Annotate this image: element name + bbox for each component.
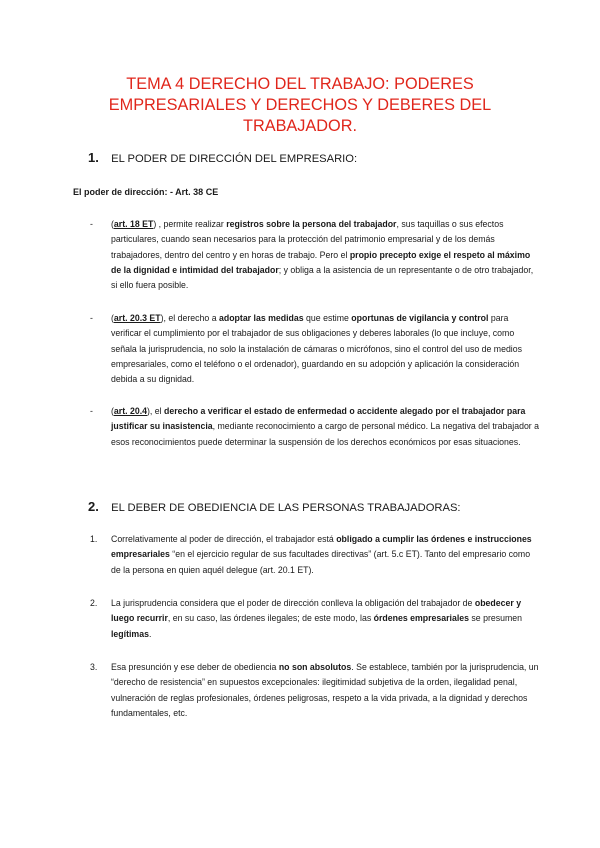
text-run: Correlativamente al poder de dirección, el trabajador está xyxy=(111,534,337,544)
bullet-item xyxy=(90,311,540,387)
text-run: art. 20.3 ET xyxy=(113,313,161,323)
text-run: , mediante reconocimiento a cargo de personal médico. La negativa del trabajador a esos reconocimientos puede determinar la suspensión de los derechos económicos por esas situaciones. xyxy=(111,421,540,447)
numbered-item xyxy=(90,596,540,642)
bullet-text xyxy=(111,404,540,450)
text-run: que estime xyxy=(303,313,352,323)
text-run: “en el ejercicio regular de sus facultades directivas” (art. 5.c ET). Tanto del empresario como de la persona en quien aquél delegue (art. 20.1 ET). xyxy=(111,549,531,575)
section-1-number: 1. xyxy=(88,150,99,165)
text-run: legítimas xyxy=(111,628,149,639)
document-title: TEMA 4 DERECHO DEL TRABAJO: PODERES EMPRESARIALES Y DERECHOS Y DEBERES DEL TRABAJADOR. xyxy=(108,75,492,135)
text-run: registros sobre la persona del trabajador xyxy=(226,219,397,229)
text-run: ), el xyxy=(147,406,165,416)
bullet-marker: - xyxy=(90,406,93,416)
text-run: art. 18 ET xyxy=(113,219,154,229)
text-run: adoptar las medidas xyxy=(219,313,304,323)
text-run: ), el derecho a xyxy=(160,313,219,323)
text-run: La jurisprudencia considera que el poder de dirección conlleva la obligación del trabajador de xyxy=(111,598,475,608)
item-text xyxy=(111,660,540,721)
bullet-marker: - xyxy=(90,219,93,229)
bullet-text xyxy=(111,217,540,293)
item-number: 3. xyxy=(90,662,98,672)
text-run: oportunas de vigilancia y control xyxy=(351,313,489,323)
text-run: para verificar el cumplimiento por el trabajador de sus obligaciones y deberes laborales (lo que incluye, como señala la jurisprudencia, no solo la instalación de cámaras o micrófonos, sino el control del uso de medios empresariales, como el teléfono o el ordenador), guardando en su adopción y aplicación la consideración debida a su dignidad. xyxy=(111,313,522,385)
section-2-heading xyxy=(88,500,461,515)
bullet-item xyxy=(90,404,540,450)
section-2-title: EL DEBER DE OBEDIENCIA DE LAS PERSONAS TRABAJADORAS: xyxy=(111,502,461,514)
text-run: . xyxy=(148,628,152,639)
text-run: . Se establece, también por la jurisprudencia, un “derecho de resistencia” en supuestos excepcionales: ilegitimidad subjetiva de la orden, ilegalidad penal, vulneración de reglas profesionales, órdenes peligrosas, respeto a la vida privada, a la dignidad y derechos fundamentales, etc. xyxy=(111,662,539,718)
item-text xyxy=(111,596,540,642)
bullet-text xyxy=(111,311,540,387)
text-run: ( xyxy=(111,406,114,416)
item-number: 2. xyxy=(90,598,98,608)
numbered-item xyxy=(90,532,540,578)
bullet-item xyxy=(90,217,540,293)
section-1-title: EL PODER DE DIRECCIÓN DEL EMPRESARIO: xyxy=(111,153,358,165)
text-run: Esa presunción y ese deber de obediencia xyxy=(111,662,279,672)
text-run: ( xyxy=(111,219,114,229)
section-2-number: 2. xyxy=(88,499,99,514)
item-number: 1. xyxy=(90,534,98,544)
text-run: obligado a cumplir las órdenes e instrucciones empresariales xyxy=(111,534,532,560)
section-1-heading xyxy=(88,151,357,166)
text-run: ; y obliga a la asistencia de un representante o de otro trabajador, si ello fuera posible. xyxy=(111,264,534,291)
text-run: ) , permite realizar xyxy=(153,219,227,229)
section-1-intro: El poder de dirección: - Art. 38 CE xyxy=(73,187,219,197)
text-run: ( xyxy=(111,313,114,323)
text-run: , en su caso, las órdenes ilegales; de este modo, las xyxy=(167,613,374,624)
text-run: , sus taquillas o sus efectos particulares, cuando sean necesarios para la protección del patrimonio empresarial y de los demás trabajadores, dentro del centro y en horas de trabajo. Pero el xyxy=(111,219,504,260)
text-run: derecho a verificar el estado de enfermedad o accidente alegado por el trabajador para justificar su inasistencia xyxy=(111,406,526,432)
text-run: obedecer y luego recurrir xyxy=(111,598,522,624)
bullet-marker: - xyxy=(90,313,93,323)
text-run: no son absolutos xyxy=(278,662,352,672)
text-run: se presumen xyxy=(469,613,523,624)
text-run: propio precepto exige el respeto al máximo de la dignidad e intimidad del trabajador xyxy=(111,249,531,275)
item-text xyxy=(111,532,540,578)
text-run: órdenes empresariales xyxy=(373,613,469,624)
text-run: art. 20.4 xyxy=(113,406,147,416)
numbered-item xyxy=(90,660,540,721)
